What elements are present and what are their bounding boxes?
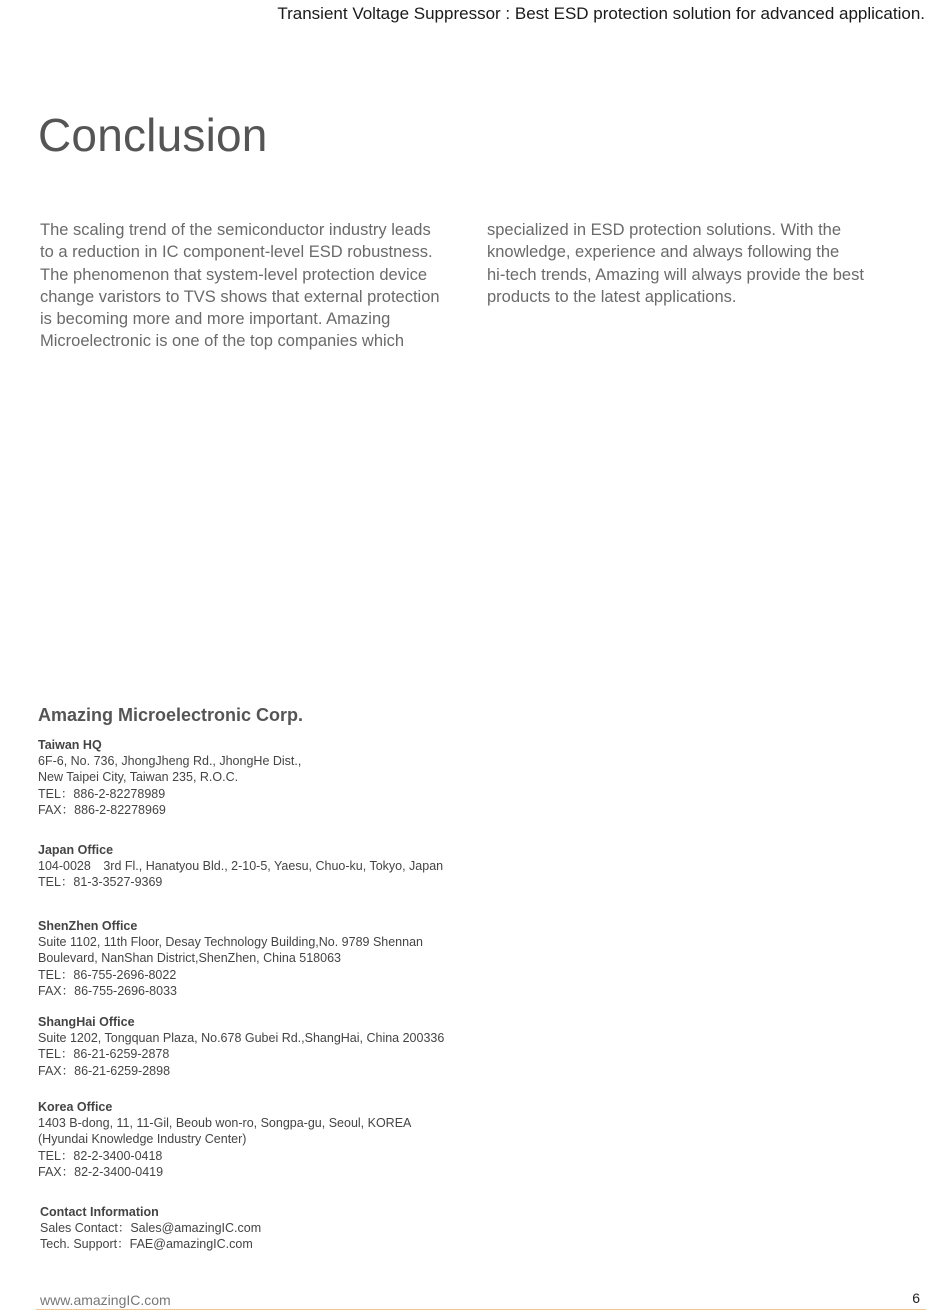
- body-line: Microelectronic is one of the top companies which: [40, 332, 405, 351]
- office-name: Contact Information: [40, 1205, 159, 1219]
- office-taiwan-hq: [38, 737, 301, 818]
- body-line: specialized in ESD protection solutions. With the: [487, 221, 842, 239]
- body-line: The scaling trend of the semiconductor industry leads: [40, 221, 431, 239]
- office-line: FAX：86-21-6259-2898: [38, 1063, 171, 1078]
- office-shenzhen: [38, 918, 423, 999]
- office-line: FAX：86-755-2696-8033: [38, 983, 177, 998]
- office-line: FAX：886-2-82278969: [38, 802, 166, 817]
- office-line: TEL：86-21-6259-2878: [38, 1047, 170, 1062]
- office-line: 6F-6, No. 736, JhongJheng Rd., JhongHe Dist.,: [38, 754, 302, 769]
- office-line: TEL：82-2-3400-0418: [38, 1148, 163, 1163]
- office-line: FAX：82-2-3400-0419: [38, 1164, 164, 1179]
- office-name: ShangHai Office: [38, 1015, 135, 1029]
- body-line: to a reduction in IC component-level ESD robustness.: [40, 243, 433, 262]
- office-line: Suite 1102, 11th Floor, Desay Technology Building,No. 9789 Shennan: [38, 935, 423, 950]
- office-line: 1403 B-dong, 11, 11-Gil, Beoub won-ro, Songpa-gu, Seoul, KOREA: [38, 1116, 412, 1131]
- office-name: ShenZhen Office: [38, 919, 138, 933]
- office-korea: [38, 1099, 411, 1180]
- header-title: Transient Voltage Suppressor : Best ESD protection solution for advanced application.: [277, 4, 925, 23]
- body-left-column: [40, 219, 440, 353]
- company-name: Amazing Microelectronic Corp.: [38, 705, 304, 725]
- office-line: Suite 1202, Tongquan Plaza, No.678 Gubei Rd.,ShangHai, China 200336: [38, 1031, 445, 1046]
- contact-line: Sales Contact：Sales@amazingIC.com: [40, 1221, 262, 1236]
- body-line: change varistors to TVS shows that external protection: [40, 287, 440, 306]
- body-line: is becoming more and more important. Amazing: [40, 310, 391, 329]
- office-line: 104-0028 3rd Fl., Hanatyou Bld., 2-10-5, Yaesu, Chuo-ku, Tokyo, Japan: [38, 859, 444, 874]
- page-number: 6: [912, 1290, 920, 1306]
- office-name: Taiwan HQ: [38, 738, 102, 752]
- body-line: hi-tech trends, Amazing will always provide the best: [487, 265, 864, 284]
- contact-information: [40, 1204, 261, 1253]
- office-line: TEL：86-755-2696-8022: [38, 967, 177, 982]
- office-line: (Hyundai Knowledge Industry Center): [38, 1132, 247, 1147]
- office-name: Japan Office: [38, 843, 114, 857]
- body-line: The phenomenon that system-level protection device: [40, 265, 428, 284]
- office-name: Korea Office: [38, 1100, 113, 1114]
- office-shanghai: [38, 1014, 444, 1079]
- page-title: Conclusion: [38, 109, 268, 161]
- office-line: TEL：886-2-82278989: [38, 786, 166, 801]
- footer-url[interactable]: www.amazingIC.com: [40, 1292, 171, 1308]
- body-line: knowledge, experience and always following the: [487, 243, 840, 262]
- body-line: products to the latest applications.: [487, 287, 737, 306]
- contact-line: Tech. Support：FAE@amazingIC.com: [40, 1237, 253, 1252]
- body-right-column: [487, 219, 864, 308]
- office-line: Boulevard, NanShan District,ShenZhen, China 518063: [38, 951, 341, 966]
- office-japan: [38, 842, 443, 891]
- footer-divider: [36, 1309, 926, 1310]
- office-line: TEL：81-3-3527-9369: [38, 875, 163, 890]
- office-line: New Taipei City, Taiwan 235, R.O.C.: [38, 770, 239, 785]
